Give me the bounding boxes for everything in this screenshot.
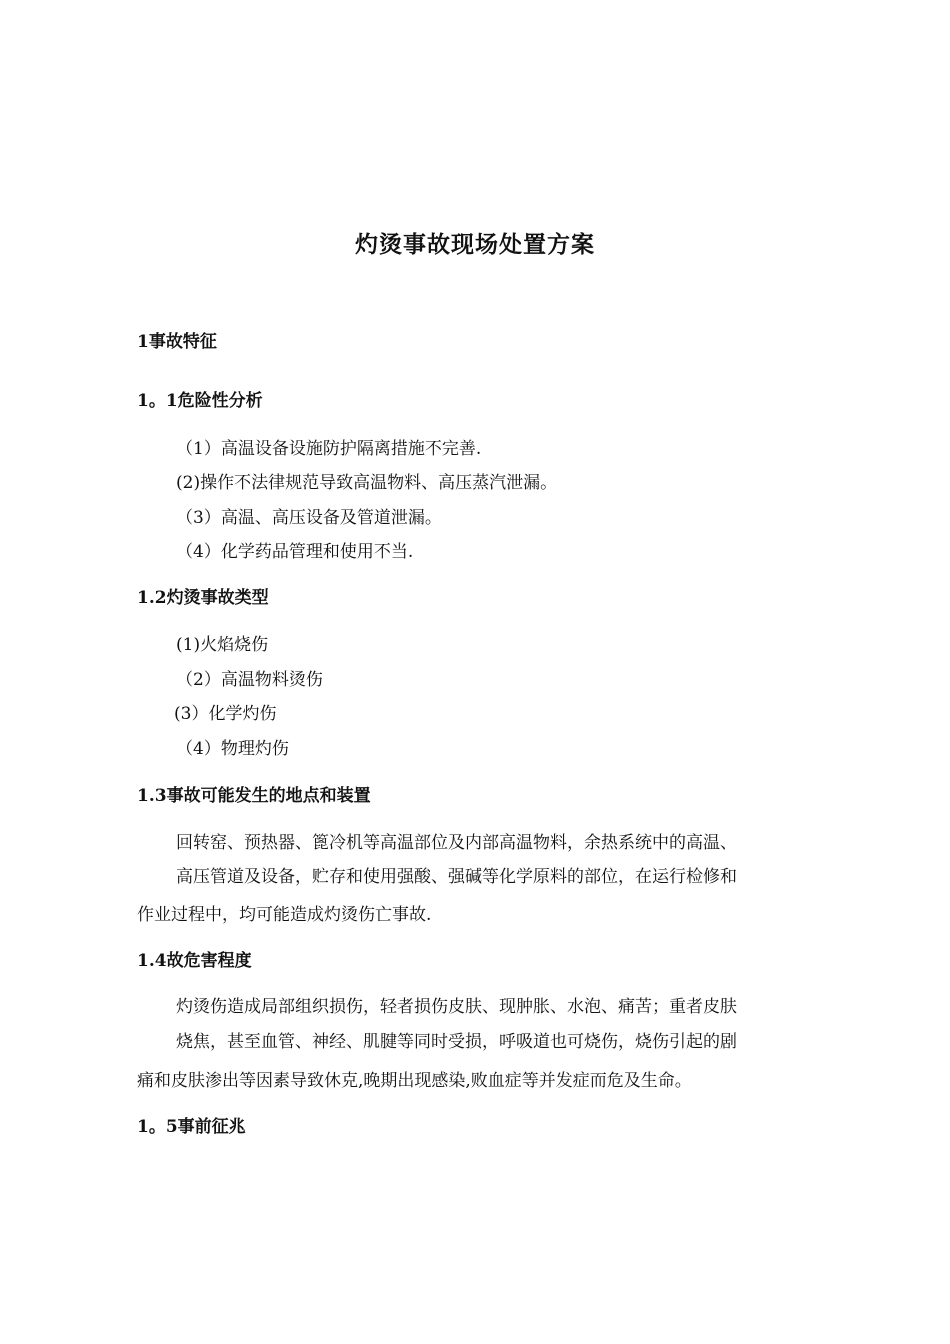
- paragraph-line: 灼烫伤造成局部组织损伤，轻者损伤皮肤、现肿胀、水泡、痛苦；重者皮肤: [176, 997, 737, 1017]
- section-heading-1: 1事故特征: [137, 332, 217, 352]
- list-item: (3）化学灼伤: [174, 704, 277, 724]
- list-item: (1)火焰烧伤: [176, 635, 269, 655]
- paragraph-line: 回转窑、预热器、篦冷机等高温部位及内部高温物料，余热系统中的高温、: [176, 833, 737, 853]
- paragraph-line: 痛和皮肤渗出等因素导致休克,晚期出现感染,败血症等并发症而危及生命。: [137, 1071, 692, 1091]
- list-item: (2)操作不法律规范导致高温物料、高压蒸汽泄漏。: [176, 473, 558, 493]
- section-heading-1-4: 1.4故危害程度: [137, 951, 252, 971]
- section-heading-1-1: 1。1危险性分析: [137, 391, 263, 411]
- document-title: 灼烫事故现场处置方案: [355, 231, 595, 258]
- list-item: （4）化学药品管理和使用不当.: [176, 542, 414, 562]
- list-item: （4）物理灼伤: [176, 739, 289, 759]
- list-item: （3）高温、高压设备及管道泄漏。: [176, 508, 442, 528]
- paragraph-line: 烧焦，甚至血管、神经、肌腱等同时受损，呼吸道也可烧伤，烧伤引起的剧: [176, 1032, 737, 1052]
- list-item: （2）高温物料烫伤: [176, 670, 323, 690]
- paragraph-line: 高压管道及设备，贮存和使用强酸、强碱等化学原料的部位，在运行检修和: [176, 867, 737, 887]
- section-heading-1-5: 1。5事前征兆: [137, 1117, 246, 1137]
- section-heading-1-2: 1.2灼烫事故类型: [137, 588, 269, 608]
- paragraph-line: 作业过程中，均可能造成灼烫伤亡事故.: [137, 905, 432, 925]
- list-item: （1）高温设备设施防护隔离措施不完善.: [176, 439, 482, 459]
- section-heading-1-3: 1.3事故可能发生的地点和装置: [137, 786, 371, 806]
